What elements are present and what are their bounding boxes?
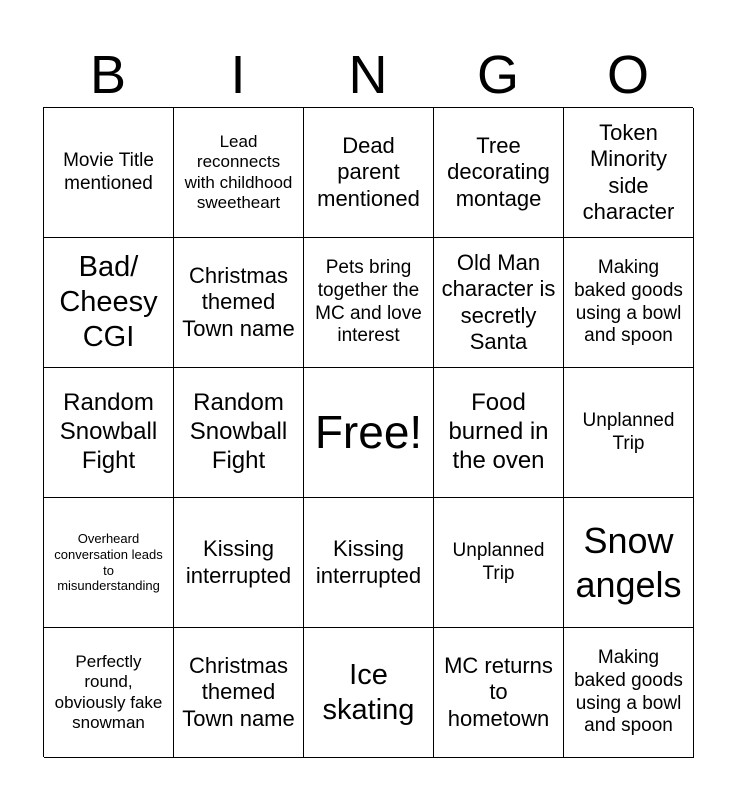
bingo-cell[interactable]: Bad/ Cheesy CGI: [44, 238, 174, 368]
bingo-cell[interactable]: Snow angels: [564, 498, 694, 628]
bingo-cell[interactable]: Kissing interrupted: [304, 498, 434, 628]
bingo-cell[interactable]: Christmas themed Town name: [174, 628, 304, 758]
bingo-cell[interactable]: Christmas themed Town name: [174, 238, 304, 368]
bingo-header: [43, 42, 693, 108]
bingo-cell[interactable]: Kissing interrupted: [174, 498, 304, 628]
bingo-cell[interactable]: Tree decorating montage: [434, 108, 564, 238]
header-letter-o: O: [606, 45, 649, 105]
free-space-cell[interactable]: Free!: [304, 368, 434, 498]
header-letter-i: I: [230, 45, 246, 105]
header-letter-n: N: [348, 45, 388, 105]
bingo-board: [43, 107, 693, 757]
header-letter-g: G: [476, 45, 519, 105]
bingo-cell[interactable]: Movie Title mentioned: [44, 108, 174, 238]
bingo-cell[interactable]: Old Man character is secretly Santa: [434, 238, 564, 368]
bingo-cell[interactable]: Pets bring together the MC and love interest: [304, 238, 434, 368]
bingo-cell[interactable]: Dead parent mentioned: [304, 108, 434, 238]
bingo-cell[interactable]: Ice skating: [304, 628, 434, 758]
bingo-cell[interactable]: Overheard conversation leads to misunderstanding: [44, 498, 174, 628]
header-letter-b: B: [89, 45, 127, 105]
bingo-cell[interactable]: Perfectly round, obviously fake snowman: [44, 628, 174, 758]
bingo-cell[interactable]: Food burned in the oven: [434, 368, 564, 498]
bingo-cell[interactable]: Lead reconnects with childhood sweetheart: [174, 108, 304, 238]
bingo-cell[interactable]: Random Snowball Fight: [174, 368, 304, 498]
bingo-cell[interactable]: Token Minority side character: [564, 108, 694, 238]
bingo-cell[interactable]: Random Snowball Fight: [44, 368, 174, 498]
bingo-cell[interactable]: Making baked goods using a bowl and spoon: [564, 238, 694, 368]
bingo-cell[interactable]: Unplanned Trip: [434, 498, 564, 628]
bingo-cell[interactable]: Making baked goods using a bowl and spoon: [564, 628, 694, 758]
bingo-cell[interactable]: MC returns to hometown: [434, 628, 564, 758]
bingo-cell[interactable]: Unplanned Trip: [564, 368, 694, 498]
